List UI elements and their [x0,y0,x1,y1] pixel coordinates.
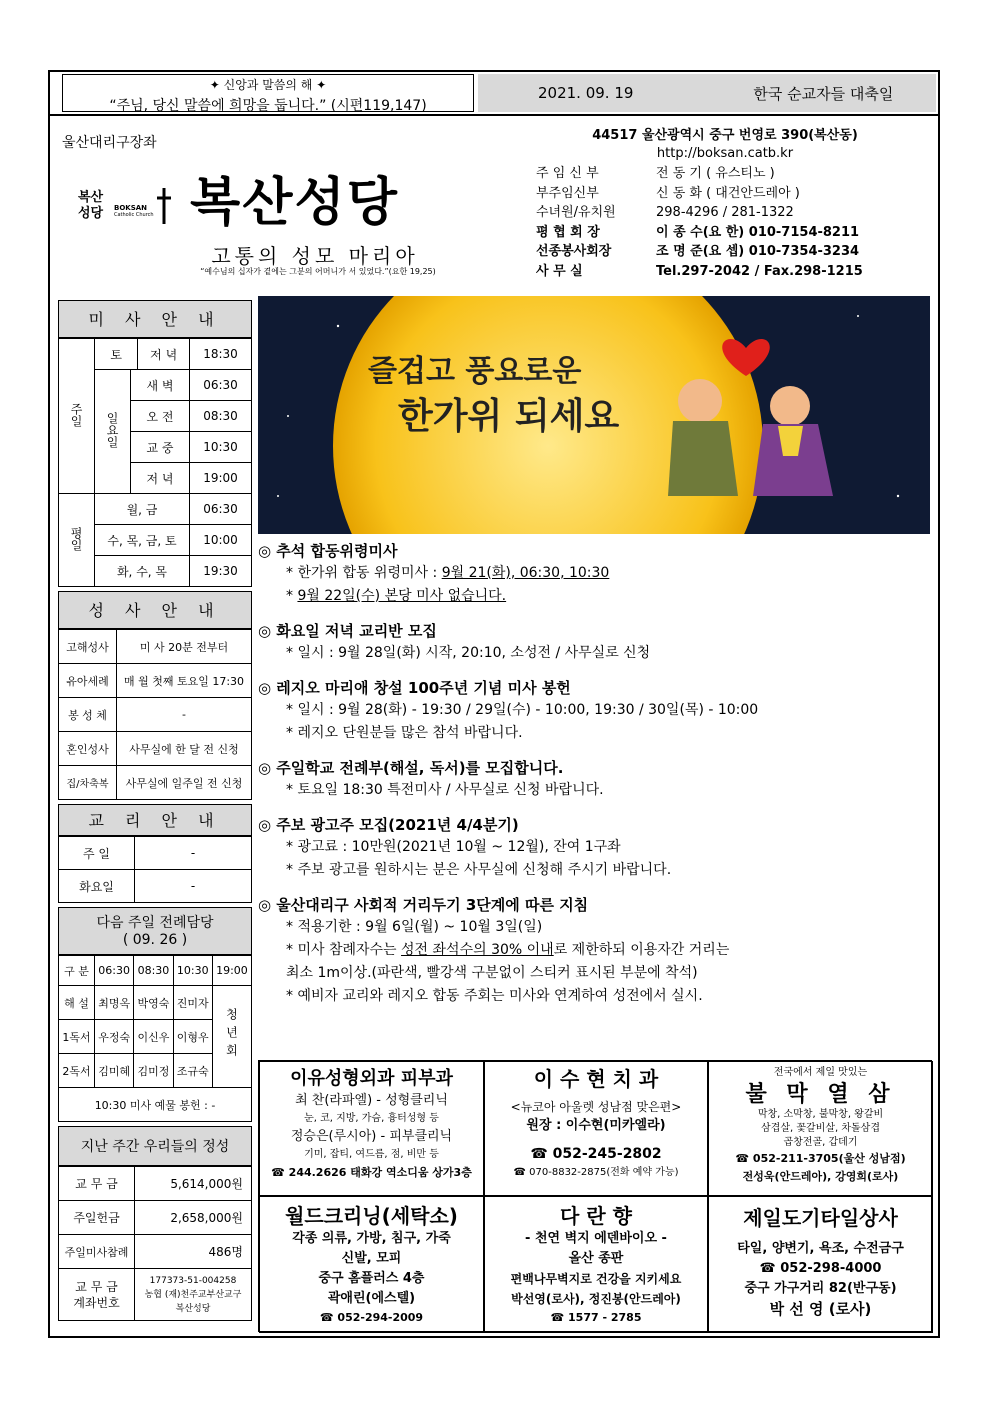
notice-text: * 일시 : 9월 28(화) - 19:30 / 29일(수) - 10:00, 19:30 / 30일(목) - 10:00 [286,702,759,718]
ad-line: 전국에서 제일 맛있는 [773,1067,868,1078]
staff-row [536,164,936,184]
donation-value: 2,658,000원 [135,1201,252,1235]
doctrine-value: - [135,870,252,903]
mass-table [58,338,252,587]
year-motto: ✦ 신앙과 말씀의 해 ✦ [209,78,327,92]
ad-line: 박 선 영 (로사) [769,1300,872,1318]
notice-item [258,894,930,1008]
logo-en-2: Catholic Church [114,212,154,218]
staff-row [536,203,936,223]
notice-item [258,677,930,745]
donation-title: 지난 주간 우리들의 정성 [58,1126,252,1166]
notice-title: ◎ 추석 합동위령미사 [258,542,398,560]
notice-line [258,859,930,882]
parish-logo [78,190,178,226]
mass-day: 토 [95,339,138,370]
sacrament-value: 사무실에 한 달 전 신청 [117,732,252,766]
doctrine-value: - [135,837,252,870]
ad-line: ☎ 052-294-2009 [319,1311,424,1324]
mass-name: 교 중 [131,432,190,463]
ad-line: 올산 종판 [568,1251,624,1266]
staff-role: 평 협 회 장 [536,224,600,240]
notice-line [258,836,930,859]
ad-title: 월드크리닝(세탁소) [285,1204,458,1228]
sacrament-value: 미 사 20분 전부터 [117,630,252,664]
notice-line [258,779,930,802]
ad-line: 곽애린(에스텔) [327,1291,416,1306]
ad-line: 기미, 잡티, 여드름, 점, 비만 등 [304,1149,439,1160]
ad-line: 전성욱(안드레아), 강영희(로사) [742,1170,899,1183]
ad-title: 다 란 향 [560,1204,632,1228]
ad-dental [484,1061,708,1196]
liturgy-person: 우정숙 [95,1020,134,1054]
ad-line: 박선영(로사), 정진봉(안드레아) [511,1292,681,1306]
divider [48,114,940,116]
sacrament-key: 집/차축복 [59,766,117,800]
mass-name: 오 전 [131,401,190,432]
ad-line: 눈, 코, 지방, 가슴, 흉터성형 등 [304,1113,439,1124]
liturgy-title: 다음 주일 전례담당 [96,915,214,931]
notice-title: ◎ 주일학교 전례부(해설, 독서)를 모집합니다. [258,759,564,777]
mass-name: 저 녁 [131,463,190,494]
notice-line [258,699,930,722]
staff-list [536,164,936,281]
ad-clinic [259,1061,484,1196]
mass-time: 06:30 [190,370,252,401]
diocese-label: 울산대리구장좌 [62,135,157,151]
ad-line: 막창, 소막창, 불막창, 왕갈비 [757,1109,884,1120]
ad-line: 곱창전골, 갑데기 [783,1137,858,1148]
mass-time: 10:00 [190,525,252,556]
liturgy-col-header: 06:30 [95,956,134,986]
donation-key: 주일헌금 [59,1201,135,1235]
liturgy-person: 이신우 [134,1020,173,1054]
mass-time: 08:30 [190,401,252,432]
notice-item [258,620,930,665]
sacrament-key: 혼인성사 [59,732,117,766]
address: 44517 울산광역시 중구 번영로 390(복산동) [592,128,858,143]
notice-line [258,962,930,985]
ad-line: 타일, 양변기, 욕조, 수전금구 [737,1241,904,1256]
ad-line: ☎ 244.2626 태화강 역소디움 상가3층 [271,1166,472,1179]
staff-row [536,242,936,262]
notice-emphasis: 9월 22일(수) 본당 미사 없습니다. [297,588,507,604]
ad-line: 신발, 모피 [341,1251,402,1266]
account-label: 교 무 금 계좌번호 [59,1269,135,1321]
notice-text: * 한가위 합동 위령미사 : [286,565,442,581]
liturgy-header [58,907,252,955]
mass-time: 19:30 [190,556,252,587]
liturgy-role: 해 설 [59,986,95,1020]
donation-key: 주일미사참례 [59,1235,135,1269]
ad-line: 삼겹살, 꽃갈비살, 차돌삼겹 [761,1123,880,1134]
ad-wallpaper [484,1196,708,1333]
issue-date: 2021. 09. 19 [538,84,634,102]
mass-name: 월, 금 [95,494,190,525]
donation-value: 5,614,000원 [135,1167,252,1201]
account-bank: 농협 (재)천주교부산교구 [144,1289,242,1300]
notice-title: ◎ 주보 광고주 모집(2021년 4/4분기) [258,816,519,834]
sacrament-table [58,629,252,800]
staff-value: 전 동 기 ( 유스티노 ) [656,166,775,181]
offering-note: 10:30 미사 예물 봉헌 : - [59,1088,252,1122]
notice-title: ◎ 화요일 저녁 교리반 모집 [258,622,437,640]
sunday-label: 주일 [59,339,95,494]
notice-item [258,540,930,608]
lords-day-label: 일요일 [95,370,131,494]
notice-list [258,540,930,1020]
sacrament-key: 고해성사 [59,630,117,664]
liturgy-col-header: 구 분 [59,956,95,986]
ad-line: ☎ 052-298-4000 [759,1261,882,1276]
liturgy-role: 2독서 [59,1054,95,1088]
staff-row [536,223,936,243]
liturgy-person: 김미정 [134,1054,173,1088]
liturgy-col-header: 19:00 [212,956,251,986]
cross-icon [154,186,174,226]
notice-line [258,642,930,665]
notice-text: * 광고료 : 10만원(2021년 10월 ~ 12월), 잔여 1구좌 [286,839,621,855]
notice-text: * [286,588,298,604]
notice-text: * 주보 광고를 원하시는 분은 사무실에 신청해 주시기 바랍니다. [286,862,672,878]
ad-section [258,1060,932,1332]
weekday-label: 평일 [59,494,95,587]
logo-en-1: BOKSAN [114,204,148,212]
patron-name: 고통의 성모 마리아 [211,244,419,268]
notice-title: ◎ 울산대리구 사회적 거리두기 3단계에 따른 지침 [258,896,589,914]
banner-line-2: 한가위 되세요 [398,395,620,437]
account-number: 177373-51-004258 [149,1275,237,1286]
website-link[interactable]: http://boksan.catb.kr [656,146,794,161]
notice-title: ◎ 레지오 마리애 창설 100주년 기념 미사 봉헌 [258,679,571,697]
doctrine-table [58,836,252,903]
ad-line: 최 찬(라파엘) - 성형클리닉 [295,1093,448,1108]
mass-time: 06:30 [190,494,252,525]
notice-emphasis: 9월 21(화), 06:30, 10:30 [441,565,610,581]
staff-role: 부주임신부 [536,185,599,201]
ad-title: 이 수 현 치 과 [533,1067,659,1091]
notice-item [258,757,930,802]
notice-text: 로 제한하되 이용자간 거리는 [553,942,730,958]
mass-title: 미 사 안 내 [58,300,252,338]
ad-line: 각종 의류, 가방, 침구, 가죽 [292,1231,451,1246]
ad-restaurant [708,1061,933,1196]
mass-time: 18:30 [190,339,252,370]
ad-line: ☎ 052-211-3705(울산 성남점) [735,1152,906,1165]
parish-title: 복산성당 [190,172,399,233]
sacrament-value: - [117,698,252,732]
staff-value: 이 종 수(요 한) 010-7154-8211 [656,224,860,240]
patron-quote: “예수님의 십자가 곁에는 그분의 어머니가 서 있었다.”(요한 19,25) [200,267,436,276]
staff-row [536,262,936,282]
liturgy-role: 1독서 [59,1020,95,1054]
liturgy-person: 박영숙 [134,986,173,1020]
staff-value: 조 명 준(요 셉) 010-7354-3234 [656,244,860,259]
ad-line: 원장 : 이수현(미카엘라) [526,1118,666,1133]
banner-line-1: 즐겁고 풍요로운 [368,354,582,389]
ad-title: 제일도기타일상사 [743,1206,898,1230]
donation-table [58,1166,252,1321]
notice-line [258,985,930,1008]
liturgy-col-header: 10:30 [173,956,212,986]
mass-time: 10:30 [190,432,252,463]
notice-text: * 일시 : 9월 28일(화) 시작, 20:10, 소성전 / 사무실로 신청 [286,645,651,661]
sacrament-value: 사무실에 일주일 전 신청 [117,766,252,800]
liturgy-table [58,955,252,1122]
notice-line [258,585,930,608]
ad-line: 정승은(루시아) - 피부클리닉 [290,1129,453,1144]
donation-key: 교 무 금 [59,1167,135,1201]
staff-row [536,184,936,204]
staff-role: 사 무 실 [536,263,583,279]
verse-box [62,74,474,112]
logo-korean-1: 복산 [78,190,104,205]
ad-line: - 천연 벽지 에덴바이오 - [525,1231,667,1246]
account-holder: 복산성당 [175,1303,211,1314]
ad-line: 중구 홈플러스 4층 [318,1271,425,1286]
youth-group: 청년회 [212,986,251,1088]
staff-role: 수녀원/유치원 [536,205,616,220]
mass-name: 저 녁 [138,339,190,370]
ad-line: ☎ 052-245-2802 [530,1146,662,1162]
liturgy-date: ( 09. 26 ) [122,932,188,948]
staff-value: 298-4296 / 281-1322 [656,205,794,220]
notice-line [258,916,930,939]
ad-line: ☎ 070-8832-2875(전화 예약 가능) [513,1167,679,1178]
ad-line: <뉴코아 아울렛 성남점 맞은편> [510,1100,682,1114]
staff-role: 선종봉사회장 [536,244,612,259]
mass-name: 화, 수, 목 [95,556,190,587]
staff-role: 주 임 신 부 [536,166,599,181]
mass-name: 수, 목, 금, 토 [95,525,190,556]
sacrament-key: 유아세례 [59,664,117,698]
sidebar [58,300,252,1321]
liturgy-person: 진미자 [173,986,212,1020]
ad-laundry [259,1196,484,1333]
account-info [135,1269,252,1321]
donation-value: 486명 [135,1235,252,1269]
notice-line [258,562,930,585]
notice-line [258,939,930,962]
notice-text: * 미사 참례자수는 [286,942,402,958]
doctrine-key: 주 일 [59,837,135,870]
notice-text: * 예비자 교리와 레지오 합동 주회는 미사와 연계하여 성전에서 실시. [286,988,703,1004]
liturgy-person: 조규숙 [173,1054,212,1088]
notice-text: * 토요일 18:30 특전미사 / 사무실로 신청 바랍니다. [286,782,604,798]
mass-name: 새 벽 [131,370,190,401]
ad-line: 편백나무벽지로 건강을 지키세요 [510,1272,682,1286]
notice-emphasis: 성전 좌석수의 30% 이내 [401,942,554,958]
ad-line: ☎ 1577 - 2785 [550,1311,642,1324]
date-box [478,74,936,112]
liturgy-col-header: 08:30 [134,956,173,986]
doctrine-title: 교 리 안 내 [58,804,252,836]
staff-value: 신 동 화 ( 대건안드레아 ) [656,185,800,201]
liturgy-person: 최명옥 [95,986,134,1020]
notice-text: * 레지오 단원분들 많은 참석 바랍니다. [286,725,523,741]
doctrine-key: 화요일 [59,870,135,903]
mass-time: 19:00 [190,463,252,494]
ad-tile [708,1196,933,1333]
sacrament-value: 매 월 첫째 토요일 17:30 [117,664,252,698]
sacrament-title: 성 사 안 내 [58,591,252,629]
notice-text: * 적용기한 : 9월 6일(월) ~ 10월 3일(일) [286,919,543,935]
liturgy-person: 김미혜 [95,1054,134,1088]
notice-item [258,814,930,882]
liturgy-person: 이형우 [173,1020,212,1054]
ad-title: 이유성형외과 피부과 [290,1068,453,1089]
theme-verse: “주님, 당신 말씀에 희망을 둡니다.” (시편119,147) [109,98,427,114]
feast-name: 한국 순교자들 대축일 [753,84,894,103]
notice-line [258,722,930,745]
chuseok-banner [258,296,930,534]
ad-line: 중구 가구거리 82(반구동) [744,1281,897,1296]
notice-text: 최소 1m이상.(파란색, 빨강색 구분없이 스티커 표시된 부분에 착석) [286,965,698,981]
sacrament-key: 봉 성 체 [59,698,117,732]
staff-value: Tel.297-2042 / Fax.298-1215 [656,263,863,279]
ad-title: 불 막 열 삼 [745,1082,896,1107]
logo-korean-2: 성당 [78,206,104,221]
